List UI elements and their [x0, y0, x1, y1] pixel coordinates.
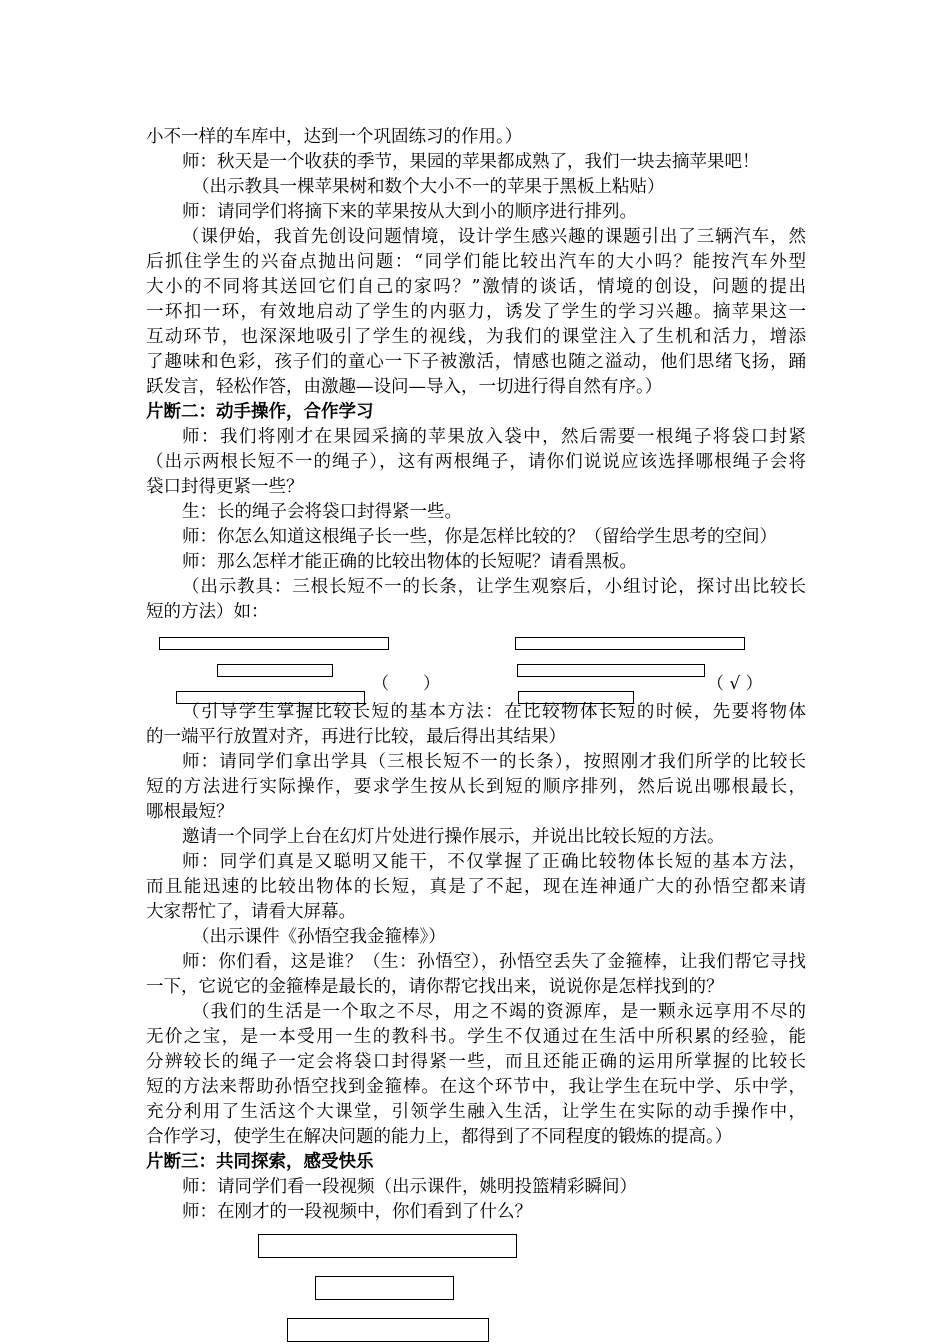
text-line: 的一端平行放置对齐，再进行比较，最后得出其结果）	[146, 727, 566, 747]
text-line: 分辨较长的绳子一定会将袋口封得紧一些，而且还能正确的运用所掌握的比较长	[146, 1052, 806, 1072]
strip-bar	[258, 1234, 517, 1258]
text-line: 而且能迅速的比较出物体的长短，真是了不起，现在连神通广大的孙悟空都来请	[146, 877, 806, 897]
text-line: 一环扣一环，有效地启动了学生的内驱力，诱发了学生的学习兴趣。摘苹果这一	[146, 302, 806, 322]
strip-bar	[517, 664, 705, 677]
text-line: 邀请一个同学上台在幻灯片处进行操作展示，并说出比较长短的方法。	[182, 827, 725, 847]
text-line: 师：你怎么知道这根绳子长一些，你是怎样比较的？（留给学生思考的空间）	[182, 527, 777, 547]
text-line: 大家帮忙了，请看大屏幕。	[146, 902, 356, 922]
text-line: 了趣味和色彩，孩子们的童心一下子被激活，情感也随之溢动，他们思绪飞扬，踊	[146, 352, 806, 372]
text-line: （出示课件《孙悟空我金箍棒》）	[192, 927, 446, 947]
answer-mark-blank: （ ）	[372, 674, 440, 694]
text-line: 哪根最短？	[146, 802, 234, 822]
strip-bar	[315, 1276, 454, 1300]
text-line: 跃发言，轻松作答，由激趣—设问—导入，一切进行得自然有序。）	[146, 377, 663, 397]
text-line: （课伊始，我首先创设问题情境，设计学生感兴趣的课题引出了三辆汽车，然	[182, 227, 806, 247]
text-line: 短的方法进行实际操作，要求学生按从长到短的顺序排列，然后说出哪根最长，	[146, 777, 806, 797]
text-line: 师：请同学们拿出学具（三根长短不一的长条），按照刚才我们所学的比较长	[182, 752, 806, 772]
text-line: 师：你们看，这是谁？（生：孙悟空），孙悟空丢失了金箍棒，让我们帮它寻找	[182, 952, 806, 972]
text-line: 师：那么怎样才能正确的比较出物体的长短呢？请看黑板。	[182, 552, 637, 572]
text-line: 师：在刚才的一段视频中，你们看到了什么？	[182, 1202, 532, 1222]
answer-mark-check: （ √ ）	[707, 674, 763, 694]
text-line: 后抓住学生的兴奋点抛出问题：“同学们能比较出汽车的大小吗？能按汽车外型	[146, 252, 806, 272]
text-line: （出示教具一棵苹果树和数个大小不一的苹果于黑板上粘贴）	[192, 177, 665, 197]
text-line: 互动环节，也深深地吸引了学生的视线，为我们的课堂注入了生机和活力，增添	[146, 327, 806, 347]
text-line: 生：长的绳子会将袋口封得紧一些。	[182, 502, 462, 522]
text-line: 短的方法）如：	[146, 602, 269, 622]
strip-bar	[515, 637, 745, 650]
text-line: 短的方法来帮助孙悟空找到金箍棒。在这个环节中，我让学生在玩中学、乐中学，	[146, 1077, 806, 1097]
text-line: 一下，它说它的金箍棒是最长的，请你帮它找出来，说说你是怎样找到的？	[146, 977, 724, 997]
section-heading: 片断三：共同探索，感受快乐	[146, 1152, 374, 1172]
text-line: 小不一样的车库中，达到一个巩固练习的作用。）	[146, 127, 523, 147]
text-line: 大小的不同将其送回它们自己的家吗？”激情的谈话，情境的创设，问题的提出	[146, 277, 806, 297]
text-line: （我们的生活是一个取之不尽，用之不竭的资源库，是一颗永远享用不尽的	[192, 1002, 806, 1022]
text-line: 师：请同学们将摘下来的苹果按从大到小的顺序进行排列。	[182, 202, 637, 222]
text-line: 充分利用了生活这个大课堂，引领学生融入生活，让学生在实际的动手操作中，	[146, 1102, 806, 1122]
text-line: 师：请同学们看一段视频（出示课件，姚明投篮精彩瞬间）	[182, 1177, 637, 1197]
text-line: 师：我们将刚才在果园采摘的苹果放入袋中，然后需要一根绳子将袋口封紧	[182, 427, 806, 447]
text-line: （引导学生掌握比较长短的基本方法：在比较物体长短的时候，先要将物体	[182, 702, 806, 722]
strip-bar	[217, 664, 333, 677]
strip-bar	[159, 637, 389, 650]
text-line: 无价之宝，是一本受用一生的教科书。学生不仅通过在生活中所积累的经验，能	[146, 1027, 806, 1047]
text-line: （出示教具：三根长短不一的长条，让学生观察后，小组讨论，探讨出比较长	[182, 577, 806, 597]
section-heading: 片断二：动手操作，合作学习	[146, 402, 374, 422]
text-line: 合作学习，使学生在解决问题的能力上，都得到了不同程度的锻炼的提高。）	[146, 1127, 733, 1147]
text-line: 袋口封得更紧一些？	[146, 477, 304, 497]
text-line: 师：同学们真是又聪明又能干，不仅掌握了正确比较物体长短的基本方法，	[182, 852, 806, 872]
text-line: 师：秋天是一个收获的季节，果园的苹果都成熟了，我们一块去摘苹果吧！	[182, 152, 760, 172]
text-line: （出示两根长短不一的绳子），这有两根绳子，请你们说说应该选择哪根绳子会将	[146, 452, 806, 472]
strip-bar	[287, 1318, 489, 1342]
